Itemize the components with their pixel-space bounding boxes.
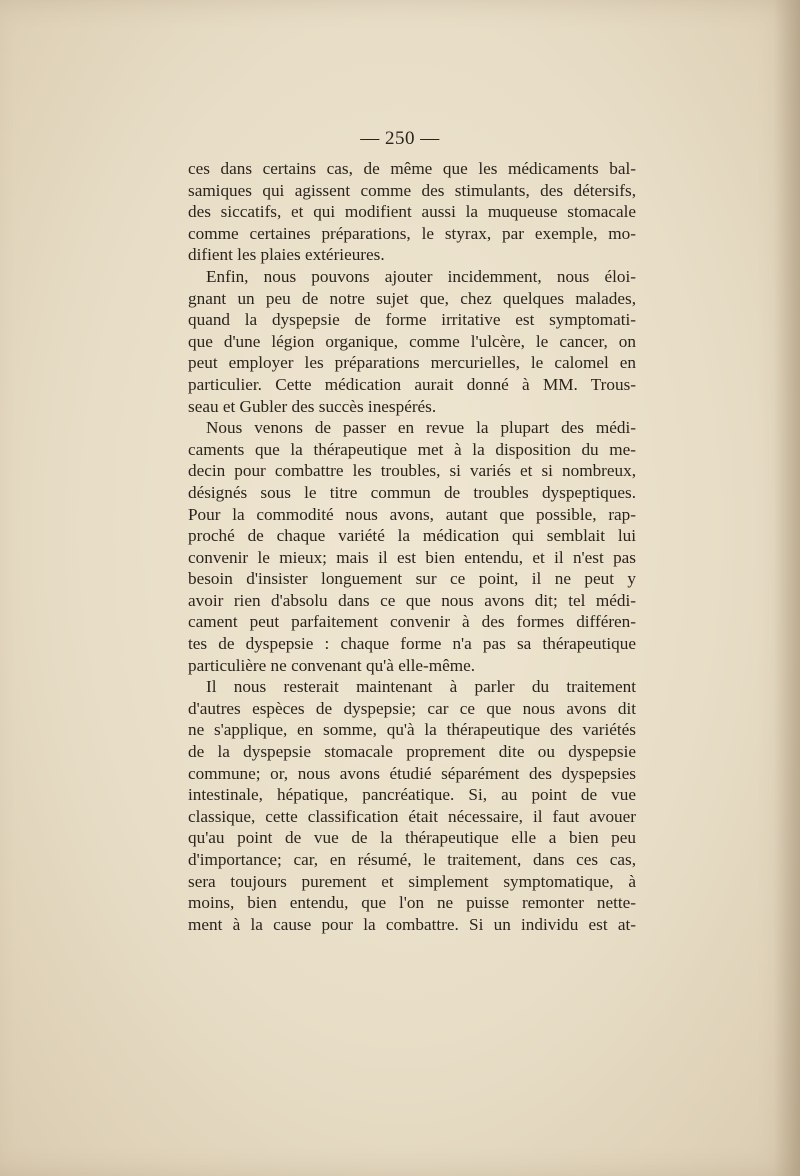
text-line: avoir rien d'absolu dans ce que nous avons dit; tel médi-: [188, 590, 636, 610]
text-line: difient les plaies extérieures.: [188, 245, 385, 265]
text-line: sera toujours purement et simplement symptomatique, à: [188, 871, 636, 891]
text-line: quand la dyspepsie de forme irritative est symptomati-: [188, 310, 636, 330]
text-line: moins, bien entendu, que l'on ne puisse remonter nette-: [188, 893, 636, 913]
text-line: samiques qui agissent comme des stimulants, des détersifs,: [188, 180, 636, 200]
text-line: Pour la commodité nous avons, autant que possible, rap-: [188, 504, 636, 524]
text-line: ces dans certains cas, de même que les médicaments bal-: [188, 159, 636, 178]
text-line: désignés sous le titre commun de troubles dyspeptiques.: [188, 482, 636, 502]
text-line: commune; or, nous avons étudié séparément des dyspepsies: [188, 763, 636, 783]
text-line: particulier. Cette médication aurait donné à MM. Trous-: [188, 374, 636, 394]
text-line: Enfin, nous pouvons ajouter incidemment, nous éloi-: [206, 266, 636, 286]
text-line: convenir le mieux; mais il est bien entendu, et il n'est pas: [188, 547, 636, 567]
text-line: decin pour combattre les troubles, si variés et si nombreux,: [188, 461, 636, 481]
text-line: caments que la thérapeutique met à la disposition du me-: [188, 439, 636, 459]
text-line: qu'au point de vue de la thérapeutique elle a bien peu: [188, 828, 636, 848]
page-number: — 250 —: [360, 128, 440, 149]
text-line: que d'une légion organique, comme l'ulcère, le cancer, on: [188, 331, 636, 351]
text-line: intestinale, hépatique, pancréatique. Si, au point de vue: [188, 785, 636, 805]
text-line: particulière ne convenant qu'à elle-même.: [188, 655, 476, 675]
text-line: de la dyspepsie stomacale proprement dite ou dyspepsie: [188, 742, 636, 762]
text-line: classique, cette classification était nécessaire, il faut avouer: [188, 806, 636, 826]
body-text: [188, 158, 636, 935]
text-line: des siccatifs, et qui modifient aussi la muqueuse stomacale: [188, 202, 636, 222]
text-line: cament peut parfaitement convenir à des formes différen-: [188, 612, 636, 632]
text-line: seau et Gubler des succès inespérés.: [188, 396, 437, 416]
text-line: comme certaines préparations, le styrax, par exemple, mo-: [188, 223, 636, 243]
text-line: gnant un peu de notre sujet que, chez quelques malades,: [188, 288, 636, 308]
text-line: tes de dyspepsie : chaque forme n'a pas sa thérapeutique: [188, 634, 636, 654]
text-line: Il nous resterait maintenant à parler du traitement: [206, 677, 636, 697]
text-line: d'autres espèces de dyspepsie; car ce que nous avons dit: [188, 698, 636, 718]
text-line: Nous venons de passer en revue la plupart des médi-: [206, 418, 636, 438]
text-line: proché de chaque variété la médication qui semblait lui: [188, 526, 636, 546]
text-line: ne s'applique, en somme, qu'à la thérapeutique des variétés: [188, 720, 636, 740]
text-line: peut employer les préparations mercurielles, le calomel en: [188, 353, 636, 373]
text-line: d'importance; car, en résumé, le traitement, dans ces cas,: [188, 850, 636, 869]
text-line: ment à la cause pour la combattre. Si un individu est at-: [188, 914, 636, 934]
page-edge-shadow: [774, 0, 800, 1176]
text-line: besoin d'insister longuement sur ce point, il ne peut y: [188, 569, 636, 589]
